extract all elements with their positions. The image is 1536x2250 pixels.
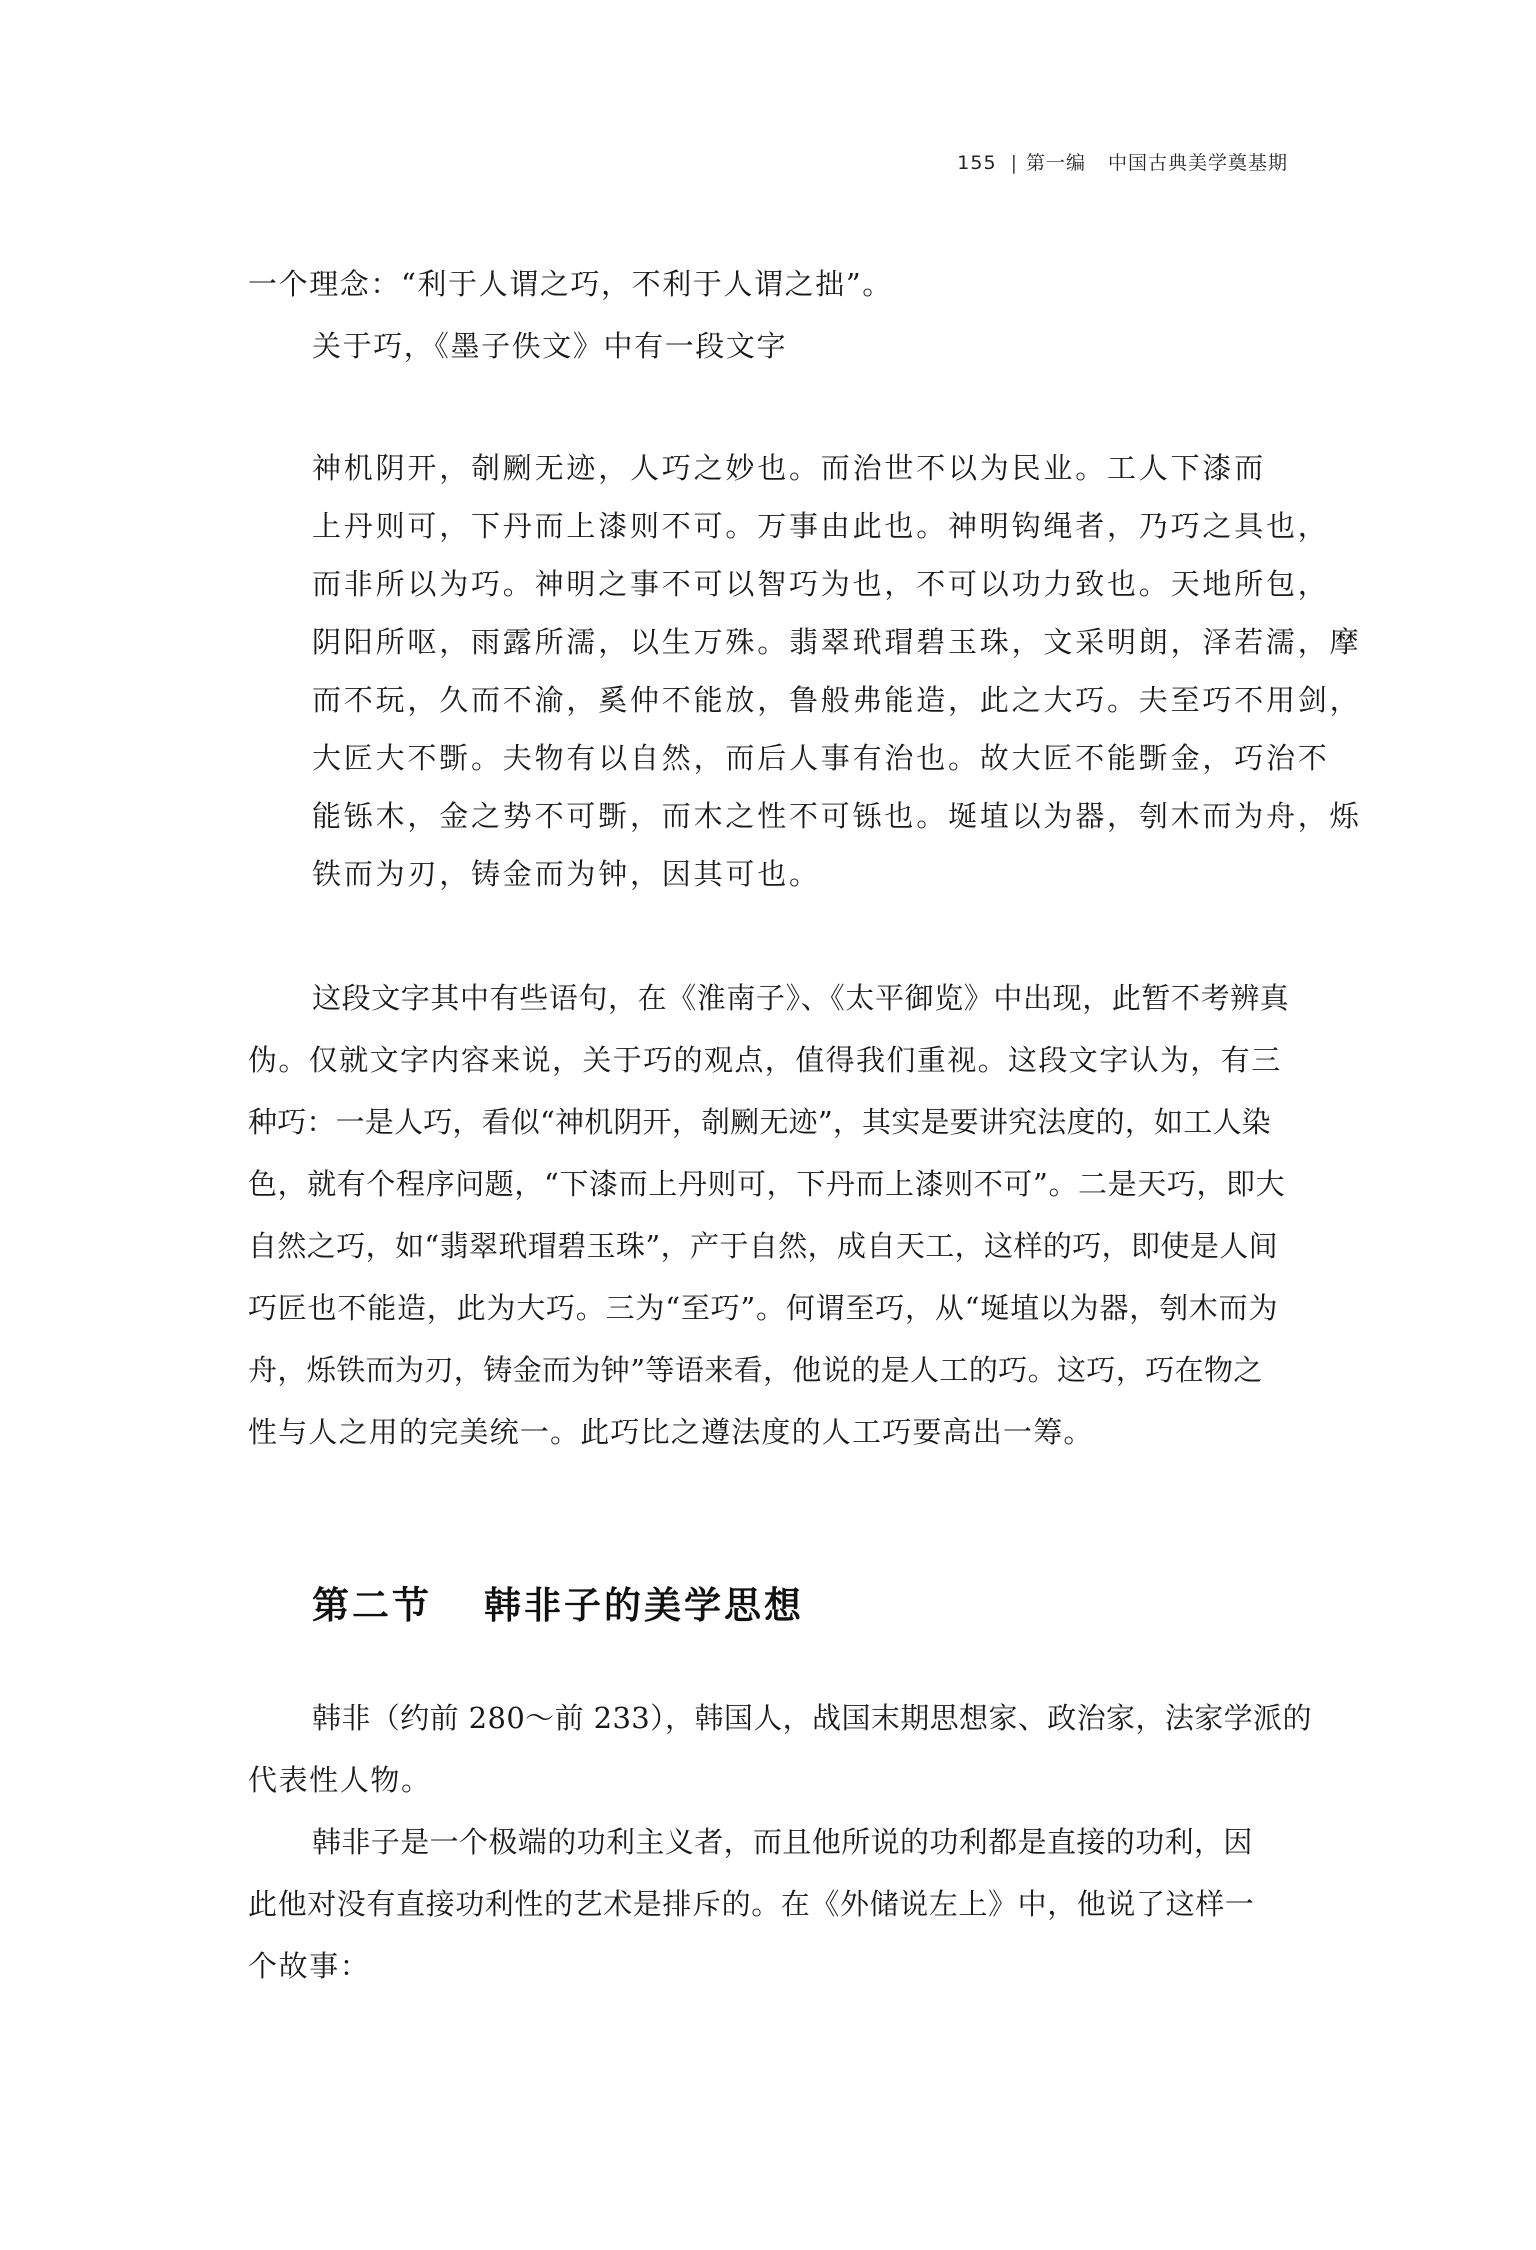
part-title: 中国古典美学奠基期 <box>1107 152 1288 174</box>
text-line: 自然之巧，如“翡翠玳瑁碧玉珠”，产于自然，成自天工，这样的巧，即使是人间 <box>248 1229 1279 1263</box>
text-line: 伪。仅就文字内容来说，关于巧的观点，值得我们重视。这段文字认为，有三 <box>248 1043 1282 1077</box>
text-line: 色，就有个程序问题，“下漆而上丹则可，下丹而上漆则不可”。二是天巧，即大 <box>248 1167 1286 1201</box>
text-line: 韩非子是一个极端的功利主义者，而且他所说的功利都是直接的功利，因 <box>312 1825 1253 1859</box>
section-heading <box>312 1575 804 1629</box>
text-line: 关于巧，《墨子佚文》中有一段文字 <box>312 329 788 363</box>
text-line: 韩非（约前 280～前 233），韩国人，战国末期思想家、政治家，法家学派的 <box>312 1701 1312 1735</box>
quote-line: 大匠大不斲。夫物有以自然，而后人事有治也。故大匠不能斲金，巧治不 <box>312 741 1330 775</box>
quote-line: 能铄木，金之势不可斲，而木之性不可铄也。埏埴以为器，刳木而为舟，烁 <box>312 799 1362 833</box>
text-line: 代表性人物。 <box>248 1763 432 1797</box>
quote-line: 上丹则可，下丹而上漆则不可。万事由此也。神明钩绳者，乃巧之具也， <box>312 509 1330 543</box>
quote-line: 而不玩，久而不渝，奚仲不能放，鲁般弗能造，此之大巧。夫至巧不用剑， <box>312 683 1362 717</box>
section-label: 第二节 <box>312 1583 432 1627</box>
section-title: 韩非子的美学思想 <box>484 1583 804 1627</box>
text-line: 个故事： <box>248 1949 371 1983</box>
header-separator: | <box>1010 152 1018 174</box>
running-header <box>957 148 1288 175</box>
text-line: 种巧：一是人巧，看似“神机阴开，剞劂无迹”，其实是要讲究法度的，如工人染 <box>248 1105 1271 1139</box>
part-label: 第一编 <box>1025 152 1086 174</box>
text-line: 这段文字其中有些语句，在《淮南子》、《太平御览》中出现，此暂不考辨真 <box>312 981 1290 1015</box>
quote-line: 阴阳所呕，雨露所濡，以生万殊。翡翠玳瑁碧玉珠，文采明朗，泽若濡，摩 <box>312 625 1362 659</box>
text-line: 舟，烁铁而为刃，铸金而为钟”等语来看，他说的是人工的巧。这巧，巧在物之 <box>248 1353 1263 1387</box>
quote-line: 神机阴开，剞劂无迹，人巧之妙也。而治世不以为民业。工人下漆而 <box>312 451 1267 485</box>
quote-line: 铁而为刃，铸金而为钟，因其可也。 <box>312 857 821 891</box>
text-line: 巧匠也不能造，此为大巧。三为“至巧”。何谓至巧，从“埏埴以为器，刳木而为 <box>248 1291 1279 1325</box>
page-number: 155 <box>957 152 997 174</box>
quote-line: 而非所以为巧。神明之事不可以智巧为也，不可以功力致也。天地所包， <box>312 567 1330 601</box>
text-line: 一个理念：“利于人谓之巧，不利于人谓之拙”。 <box>248 267 893 301</box>
text-line: 性与人之用的完美统一。此巧比之遵法度的人工巧要高出一筹。 <box>248 1415 1094 1449</box>
text-line: 此他对没有直接功利性的艺术是排斥的。在《外储说左上》中，他说了这样一 <box>248 1887 1255 1921</box>
